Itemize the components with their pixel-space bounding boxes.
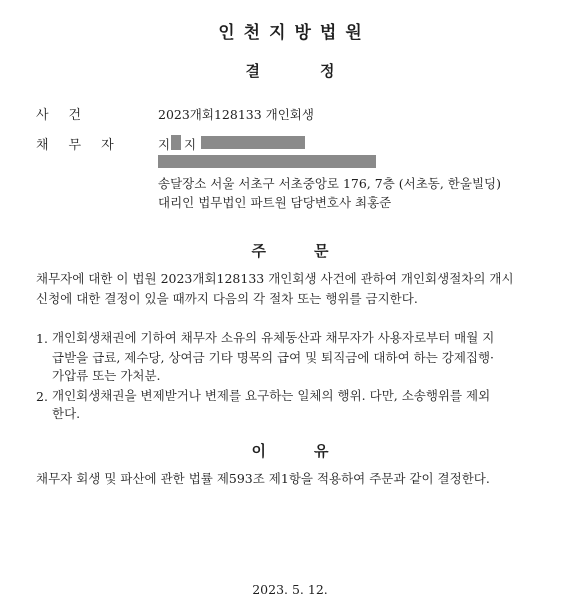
reason-title-char-2: 유 <box>314 442 329 460</box>
debtor-name-prefix: 지 <box>158 137 171 152</box>
list-item-1-line-3: 가압류 또는 가처분. <box>52 368 161 383</box>
redacted-name-part <box>171 135 181 150</box>
reason-paragraph: 채무자 회생 및 파산에 관한 법률 제593조 제1항을 적용하여 주문과 같이 결정한다. <box>36 471 490 486</box>
document-type-char-1: 결 <box>245 62 260 80</box>
debtor-name-suffix: 지 <box>184 137 197 152</box>
redacted-id-number <box>201 136 305 149</box>
case-label: 사건 <box>36 108 102 123</box>
list-item-1-line-1: 개인회생채권에 기하여 채무자 소유의 유체동산과 채무자가 사용자로부터 매월 지 <box>52 330 495 345</box>
order-paragraph-line-1: 채무자에 대한 이 법원 2023개회128133 개인회생 사건에 관하여 개인회생절차의 개시 <box>36 271 514 286</box>
list-item-number: 1. <box>36 331 48 346</box>
case-number: 2023개회128133 개인회생 <box>158 107 314 122</box>
order-title-char-1: 주 <box>251 242 266 260</box>
list-item-2-line-1: 개인회생채권을 변제받거나 변제를 요구하는 일체의 행위. 다만, 소송행위를 제외 <box>52 388 491 403</box>
service-address: 송달장소 서울 서초구 서초중앙로 176, 7층 (서초동, 한울빌딩) <box>158 176 501 191</box>
reason-title-char-1: 이 <box>251 442 266 460</box>
legal-agent: 대리인 법무법인 파트원 담당변호사 최홍준 <box>158 195 392 210</box>
order-section-title <box>0 240 580 261</box>
order-title-char-2: 문 <box>314 242 329 260</box>
reason-section-title <box>0 440 580 461</box>
list-item-number: 2. <box>36 389 48 404</box>
debtor-label: 채무자 <box>36 138 134 153</box>
list-item-2-line-2: 한다. <box>52 406 81 421</box>
order-paragraph-line-2: 신청에 대한 결정이 있을 때까지 다음의 각 절차 또는 행위를 금지한다. <box>36 291 418 306</box>
redacted-address <box>158 155 376 168</box>
document-type-char-2: 정 <box>320 62 335 80</box>
decision-date: 2023. 5. 12. <box>252 582 328 597</box>
list-item-1-line-2: 급받을 급료, 제수당, 상여금 기타 명목의 급여 및 퇴직금에 대하여 하는 강제집행· <box>52 350 495 365</box>
court-name: 인천지방법원 <box>218 23 371 43</box>
document-type <box>0 60 580 81</box>
